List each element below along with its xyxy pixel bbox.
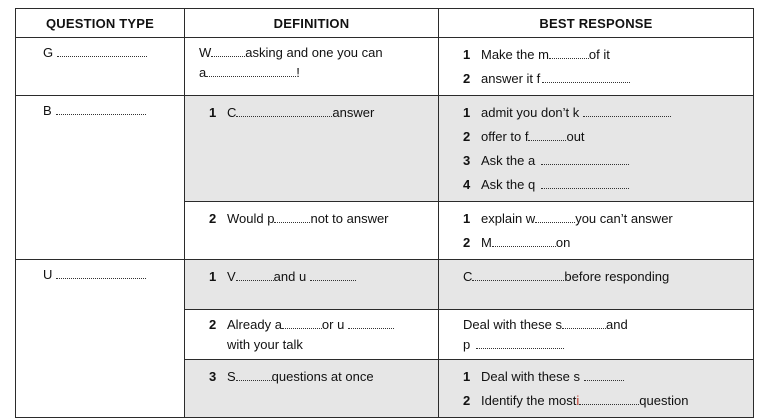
response-text: you can’t answer — [575, 211, 673, 226]
definition-cell-b-2 — [185, 202, 439, 260]
blank-type-g[interactable] — [57, 44, 147, 57]
blank-response[interactable] — [549, 46, 589, 59]
question-types-worksheet — [15, 8, 754, 418]
blank-type-b[interactable] — [56, 102, 146, 115]
definition-text: and u — [273, 269, 307, 284]
response-text: explain w — [481, 211, 536, 226]
definition-cell-g — [185, 38, 439, 96]
response-text: on — [555, 235, 571, 250]
type-letter-u: U — [43, 267, 53, 282]
row-g — [16, 38, 754, 96]
definition-text: a — [199, 65, 207, 80]
item-number: 1 — [463, 211, 471, 226]
definition-text: S — [227, 369, 236, 384]
header-definition: DEFINITION — [185, 9, 439, 38]
response-text: M — [481, 235, 492, 250]
response-cell-g — [439, 38, 754, 96]
type-cell-g — [16, 38, 185, 96]
response-text: and — [606, 317, 628, 332]
blank-definition[interactable] — [236, 368, 272, 381]
blank-response[interactable] — [542, 70, 630, 83]
item-number: 2 — [463, 393, 471, 408]
row-b-1 — [16, 96, 754, 202]
item-number: 1 — [463, 47, 471, 62]
response-cell-u-2 — [439, 310, 754, 360]
blank-response[interactable] — [584, 368, 624, 381]
item-number: 3 — [463, 153, 471, 168]
blank-definition[interactable] — [274, 210, 310, 223]
response-text: p — [463, 337, 471, 352]
type-cell-u — [16, 260, 185, 418]
blank-definition[interactable] — [206, 64, 296, 77]
definition-text: questions at once — [271, 369, 374, 384]
definition-text: V — [227, 269, 236, 284]
header-best-response: BEST RESPONSE — [439, 9, 754, 38]
blank-definition[interactable] — [348, 316, 394, 329]
blank-response[interactable] — [562, 316, 606, 329]
response-text: Identify the most — [481, 393, 577, 408]
item-number: 2 — [209, 317, 217, 332]
definition-cell-u-2 — [185, 310, 439, 360]
response-text: offer to f — [481, 129, 529, 144]
item-number: 1 — [463, 105, 471, 120]
response-text: i — [576, 393, 580, 408]
blank-response[interactable] — [528, 128, 566, 141]
item-number: 2 — [463, 129, 471, 144]
definition-text: or u — [321, 317, 345, 332]
response-text: Ask the q — [481, 177, 536, 192]
definition-cell-u-1 — [185, 260, 439, 310]
blank-response[interactable] — [535, 210, 575, 223]
row-u-1 — [16, 260, 754, 310]
item-number: 2 — [463, 71, 471, 86]
definition-text: W — [199, 45, 212, 60]
response-text: Make the m — [481, 47, 549, 62]
blank-response[interactable] — [541, 176, 629, 189]
blank-definition[interactable] — [310, 268, 356, 281]
item-number: 1 — [209, 269, 217, 284]
response-text: C — [463, 269, 473, 284]
header-row — [16, 9, 754, 38]
response-text: Deal with these s — [481, 369, 580, 384]
definition-text: with your talk — [227, 337, 303, 352]
definition-text: answer — [332, 105, 375, 120]
header-question-type: QUESTION TYPE — [16, 9, 185, 38]
response-cell-u-1 — [439, 260, 754, 310]
item-number: 4 — [463, 177, 471, 192]
item-number: 3 — [209, 369, 217, 384]
response-text: admit you don’t k — [481, 105, 580, 120]
response-text: before responding — [564, 269, 670, 284]
type-letter-b: B — [43, 103, 52, 118]
definition-text: Already a — [227, 317, 282, 332]
type-letter-g: G — [43, 45, 54, 60]
definition-text: asking and one you can — [245, 45, 383, 60]
blank-response[interactable] — [492, 234, 556, 247]
blank-definition[interactable] — [236, 104, 332, 117]
definition-text: Would p — [227, 211, 275, 226]
response-text: Ask the a — [481, 153, 536, 168]
blank-response[interactable] — [583, 104, 671, 117]
response-text: Deal with these s — [463, 317, 562, 332]
blank-definition[interactable] — [236, 268, 274, 281]
blank-type-u[interactable] — [56, 266, 146, 279]
response-text: out — [566, 129, 585, 144]
type-cell-b — [16, 96, 185, 260]
item-number: 1 — [209, 105, 217, 120]
response-cell-u-3 — [439, 360, 754, 418]
definition-text: C — [227, 105, 237, 120]
response-text: question — [639, 393, 689, 408]
blank-definition[interactable] — [282, 316, 322, 329]
blank-response[interactable] — [541, 152, 629, 165]
response-cell-b-1 — [439, 96, 754, 202]
blank-definition[interactable] — [211, 44, 245, 57]
item-number: 2 — [209, 211, 217, 226]
response-cell-b-2 — [439, 202, 754, 260]
definition-cell-b-1 — [185, 96, 439, 202]
blank-response[interactable] — [579, 392, 639, 405]
response-text: of it — [588, 47, 610, 62]
item-number: 2 — [463, 235, 471, 250]
item-number: 1 — [463, 369, 471, 384]
blank-response[interactable] — [472, 268, 564, 281]
definition-text: ! — [296, 65, 300, 80]
response-text: answer it f — [481, 71, 541, 86]
blank-response[interactable] — [476, 336, 564, 349]
definition-text: not to answer — [310, 211, 389, 226]
definition-cell-u-3 — [185, 360, 439, 418]
